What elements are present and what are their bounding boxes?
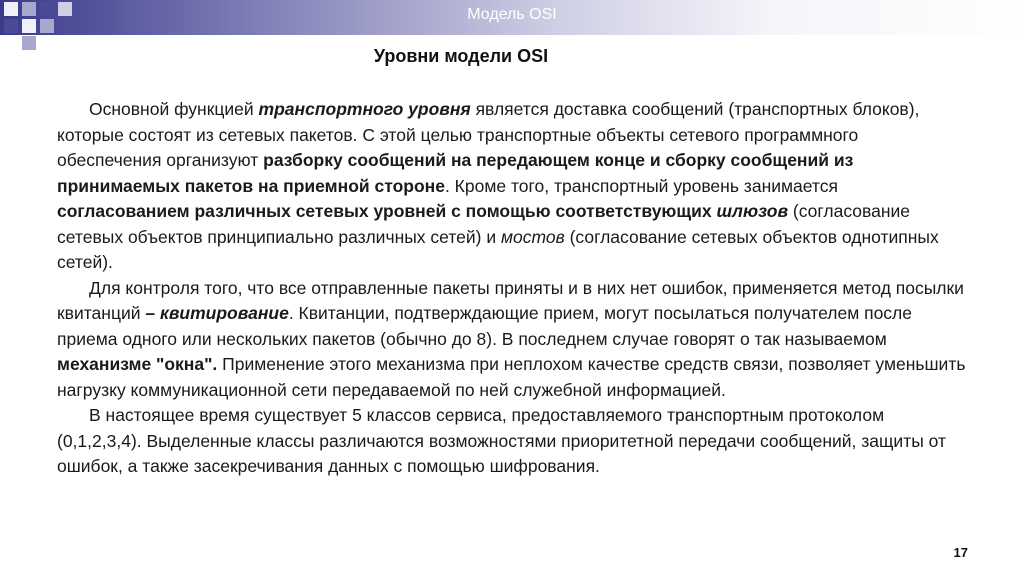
text-run: шлюзов (716, 201, 789, 221)
slide-title: Уровни модели OSI (373, 46, 549, 66)
text-run: разборку сообщений на передающем конце и сборку сообщений из принимаемых пакетов на приемной стороне (57, 150, 854, 196)
text-run: – квитирование (145, 303, 289, 323)
slide-body (57, 97, 967, 480)
text-run: Применение этого механизма при неплохом качестве средств связи, позволяет уменьшить нагрузку коммуникационной сети передаваемой по ней служебной информацией. (57, 354, 966, 400)
text-run: . Квитанции, подтверждающие прием, могут посылаться получателем после приема одного или нескольких пакетов (обычно до 8). В последнем случае говорят о так называемом (57, 303, 913, 349)
text-run: Для контроля того, что все отправленные пакеты приняты и в них нет ошибок, применяется метод посылки квитанций (57, 277, 964, 323)
text-run: мостов (500, 226, 565, 247)
text-run: . Кроме того, транспортный уровень занимается (444, 175, 838, 196)
body-paragraph (57, 276, 967, 404)
text-run: транспортного уровня (258, 99, 471, 119)
text-run: В настоящее время существует 5 классов сервиса, предоставляемого транспортным протоколом (0,1,2,3,4). Выделенные классы различаются возможностями приоритетной передачи сообщений, защиты от ошибок, а также засекречивания данных с помощью шифрования. (57, 405, 947, 476)
header-title: Модель OSI (467, 6, 557, 23)
text-run: механизме "окна". (57, 354, 218, 374)
text-run: согласованием различных сетевых уровней с помощью соответствующих (57, 201, 717, 221)
body-paragraph (57, 97, 967, 276)
text-run: является доставка сообщений (транспортных блоков), которые состоят из сетевых пакетов. С этой целью транспортные объекты сетевого программного обеспечения организуют (57, 99, 920, 170)
body-paragraph (57, 403, 967, 480)
text-run: Основной функцией (89, 99, 259, 119)
text-run: (согласование сетевых объектов принципиально различных сетей) и (57, 201, 911, 247)
page-number: 17 (953, 545, 968, 560)
text-run: (согласование сетевых объектов однотипных сетей). (57, 226, 939, 272)
